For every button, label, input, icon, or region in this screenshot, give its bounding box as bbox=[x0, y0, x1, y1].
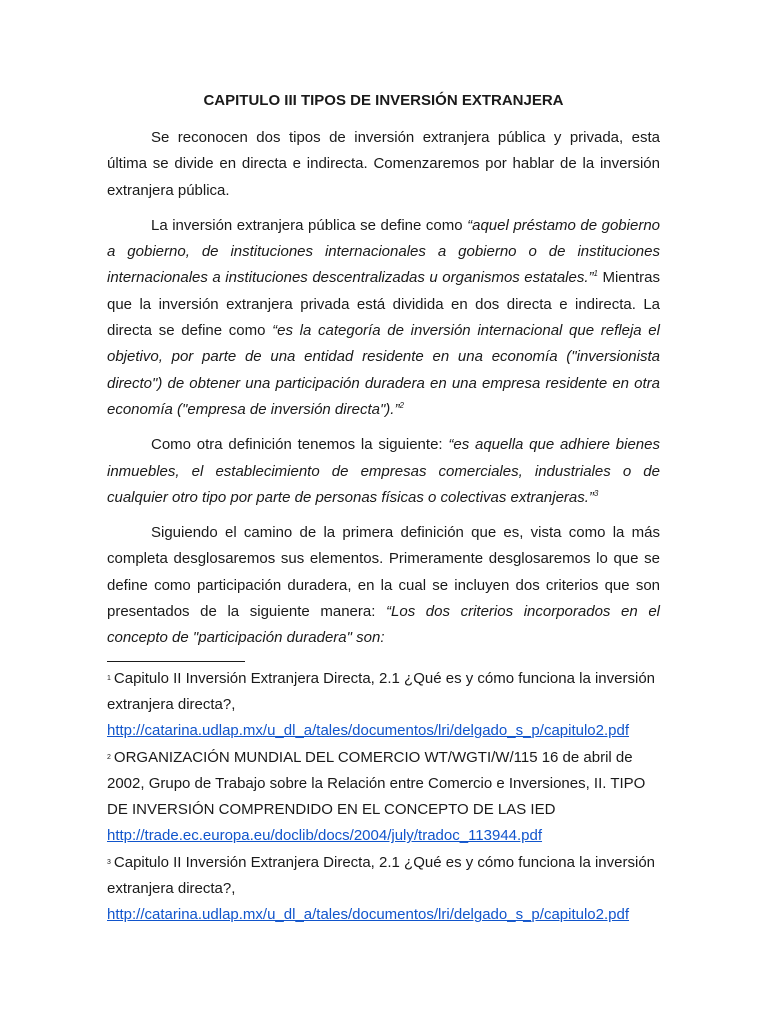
quote-direct-investment: “es la categoría de inversión internacional que refleja el objetivo, por parte de una entidad residente en una economía ("inversionista directo") de obtener una participación duradera en una empresa residente en otra economía ("empresa de inversión directa").” bbox=[107, 322, 660, 418]
footnote-1 bbox=[107, 666, 660, 745]
paragraph-breakdown-lead: Siguiendo el camino de la primera definición que es, vista como la más completa desglosaremos sus elementos. Primeramente desglosaremos lo que se define como participación duradera, en la cual se incluyen dos criterios que son presentados de la siguiente manera: bbox=[107, 524, 660, 621]
footnote-link[interactable]: http://catarina.udlap.mx/u_dl_a/tales/documentos/lri/delgado_s_p/capitulo2.pdf bbox=[107, 906, 630, 924]
paragraph-definitions-lead: La inversión extranjera pública se define como bbox=[151, 216, 468, 234]
footnote-link[interactable]: http://catarina.udlap.mx/u_dl_a/tales/documentos/lri/delgado_s_p/capitulo2.pdf bbox=[107, 722, 630, 740]
paragraph-other-definition-lead: Como otra definición tenemos la siguiente: bbox=[151, 436, 449, 454]
paragraph-intro bbox=[107, 125, 660, 204]
footnote-text: Capitulo II Inversión Extranjera Directa, 2.1 ¿Qué es y cómo funciona la inversión extranjera directa?, bbox=[107, 853, 655, 898]
footnote-separator bbox=[107, 661, 245, 662]
chapter-title: CAPITULO III TIPOS DE INVERSIÓN EXTRANJERA bbox=[203, 92, 564, 109]
quote-other-definition: “es aquella que adhiere bienes inmuebles, el establecimiento de empresas comerciales, industriales o de cualquier otro tipo por parte de personas físicas o colectivas extranjeras.” bbox=[107, 436, 660, 506]
paragraph-other-definition bbox=[107, 432, 660, 511]
paragraph-intro-text: Se reconocen dos tipos de inversión extranjera pública y privada, esta última se divide en directa e indirecta. Comenzaremos por hablar de la inversión extranjera pública. bbox=[107, 129, 660, 199]
paragraph-breakdown bbox=[107, 520, 660, 651]
paragraph-definitions-middle: Mientras que la inversión extranjera privada está dividida en dos directa e indirecta. La directa se define como bbox=[107, 269, 660, 340]
paragraph-definitions bbox=[107, 213, 660, 423]
quote-public-investment: “aquel préstamo de gobierno a gobierno, de instituciones internacionales a gobierno o de instituciones internacionales a instituciones descentralizadas u organismos estatales.” bbox=[107, 216, 661, 287]
footnote-number: 2 bbox=[107, 753, 111, 761]
footnote-3 bbox=[107, 850, 660, 929]
footnote-text: ORGANIZACIÓN MUNDIAL DEL COMERCIO WT/WGTI/W/115 16 de abril de 2002, Grupo de Trabajo sobre la Relación entre Comercio e Inversiones, II. TIPO DE INVERSIÓN COMPRENDIDO EN EL CONCEPTO DE LAS IED bbox=[107, 748, 646, 819]
footnote-number: 1 bbox=[107, 674, 111, 682]
footnote-ref-3[interactable]: 3 bbox=[593, 488, 599, 498]
footnote-ref-1[interactable]: 1 bbox=[593, 269, 598, 279]
footnote-link[interactable]: http://trade.ec.europa.eu/doclib/docs/2004/july/tradoc_113944.pdf bbox=[107, 827, 543, 845]
footnotes bbox=[107, 666, 660, 929]
footnote-number: 3 bbox=[107, 858, 111, 866]
footnote-text: Capitulo II Inversión Extranjera Directa, 2.1 ¿Qué es y cómo funciona la inversión extranjera directa?, bbox=[107, 669, 655, 713]
footnote-2 bbox=[107, 745, 660, 850]
footnote-ref-2[interactable]: 2 bbox=[399, 400, 404, 410]
quote-criteria: “Los dos criterios incorporados en el concepto de "participación duradera" son: bbox=[107, 603, 660, 647]
